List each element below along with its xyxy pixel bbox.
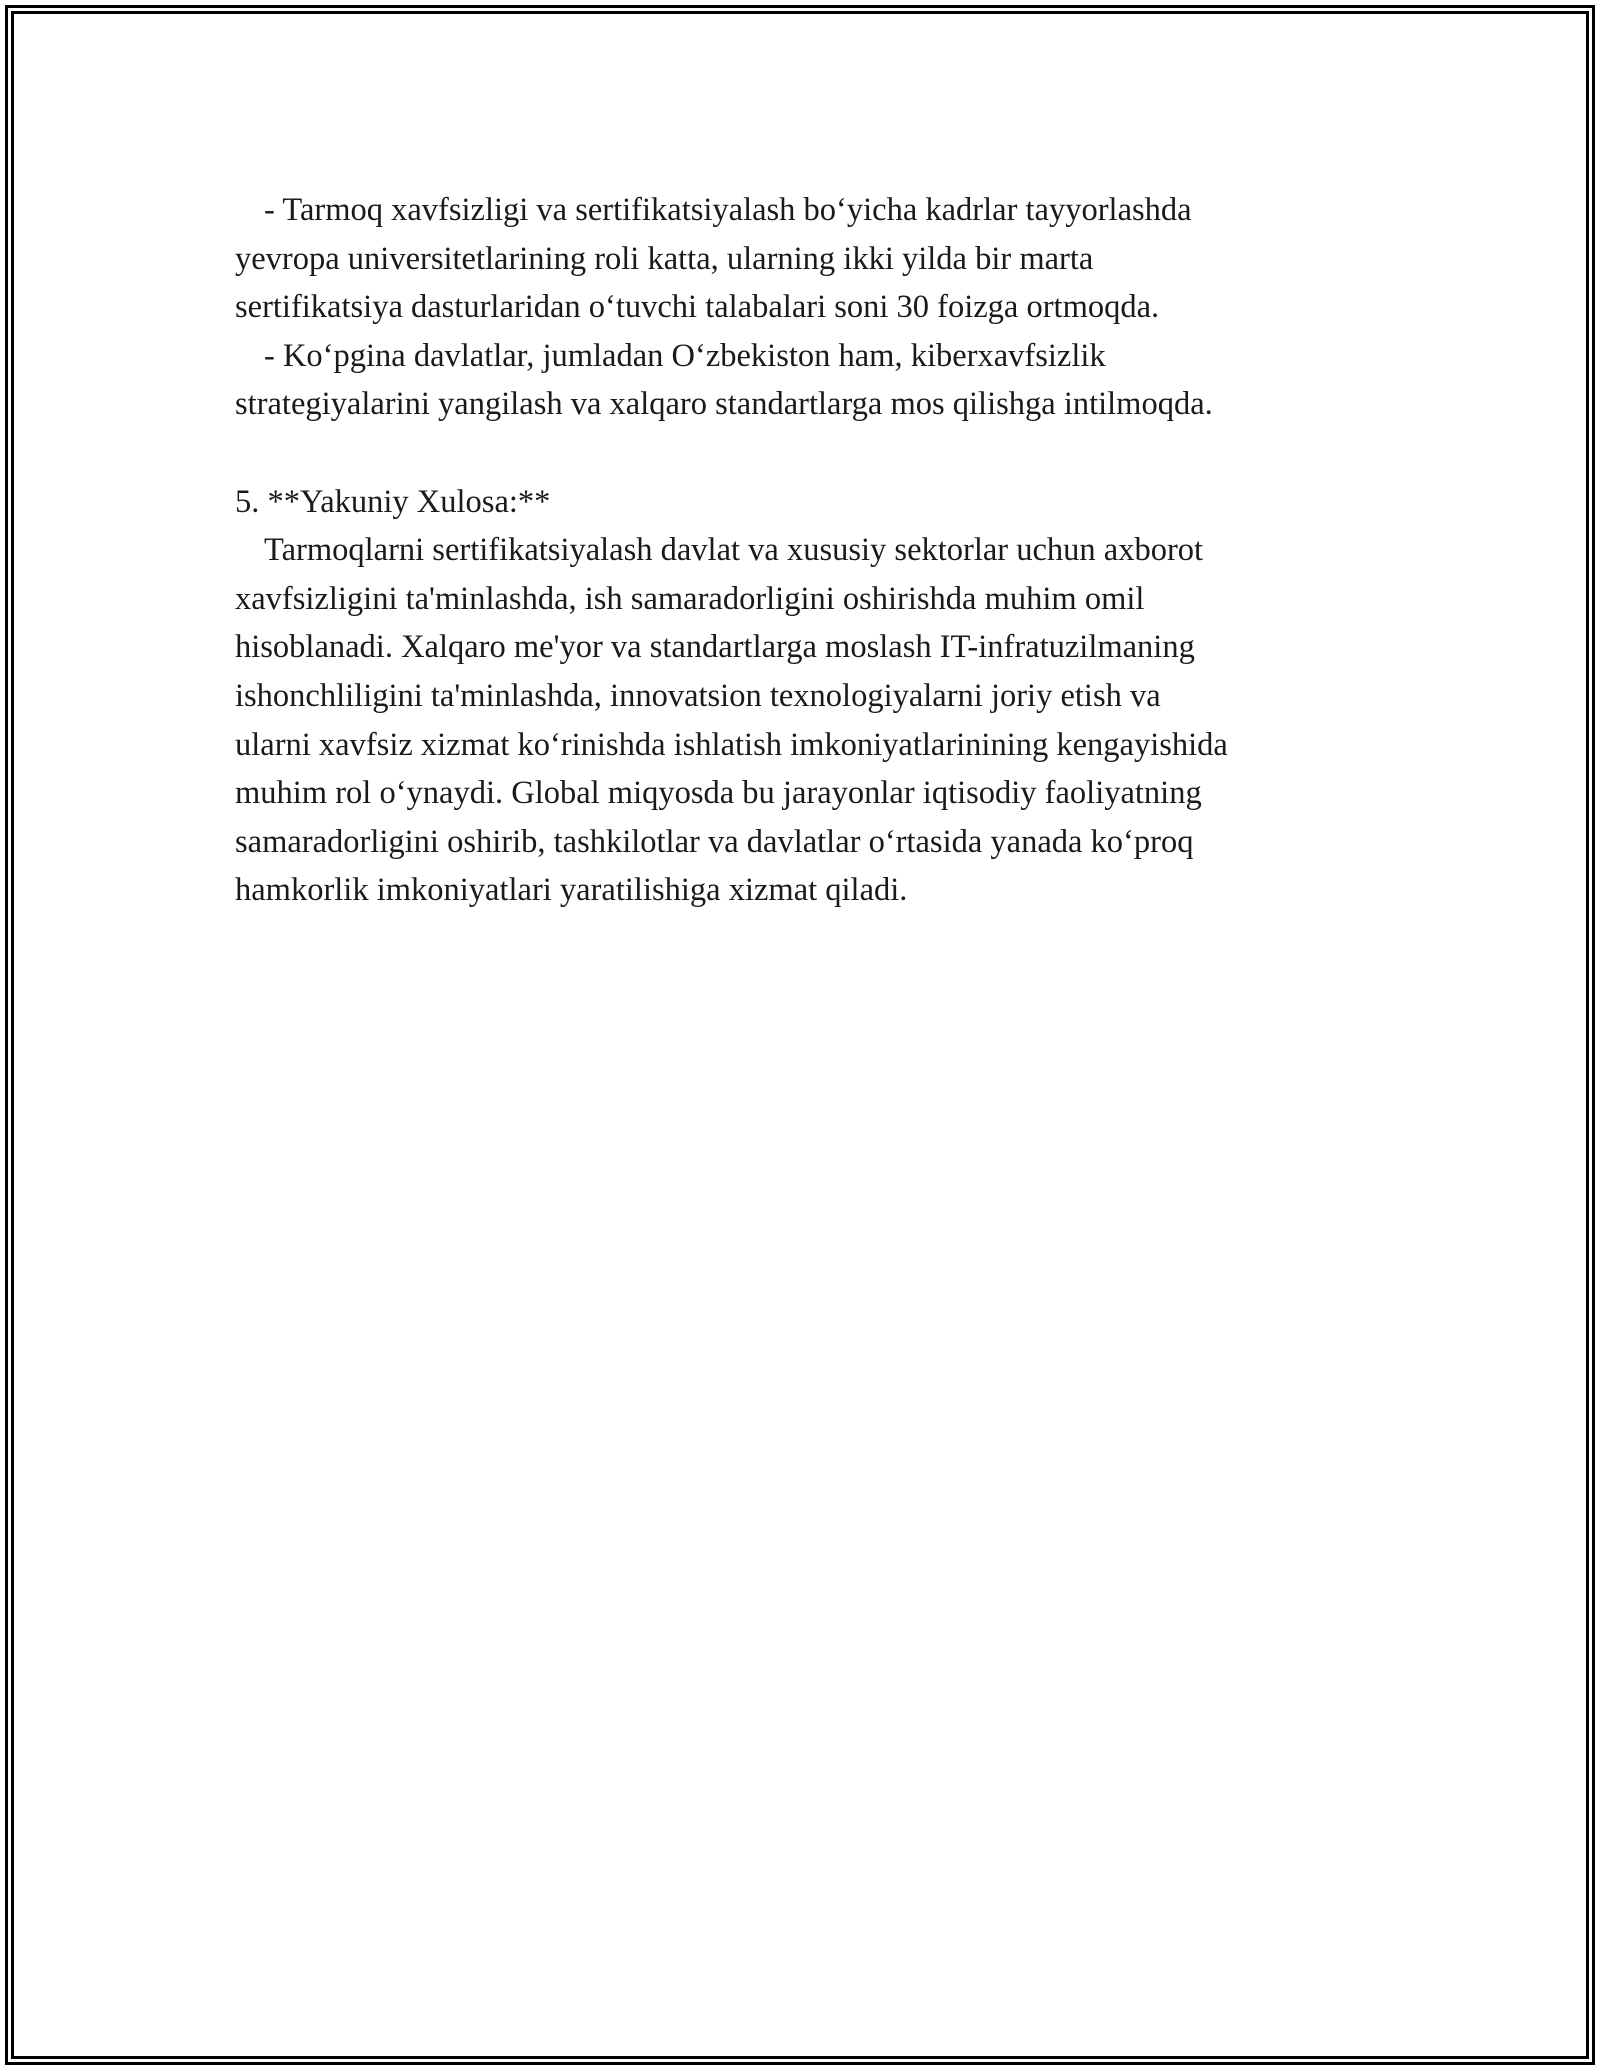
paragraph-line: samaradorligini oshirib, tashkilotlar va davlatlar o‘rtasida yanada ko‘proq <box>235 823 1194 860</box>
paragraph-line: Tarmoqlarni sertifikatsiyalash davlat va xususiy sektorlar uchun axborot <box>264 532 1204 569</box>
paragraph-line: muhim rol o‘ynaydi. Global miqyosda bu jarayonlar iqtisodiy faoliyatning <box>235 775 1202 812</box>
blank-line <box>235 429 1395 478</box>
paragraph-line: hamkorlik imkoniyatlari yaratilishiga xizmat qiladi. <box>235 872 908 909</box>
bullet-line: yevropa universitetlarining roli katta, ularning ikki yilda bir marta <box>235 240 1094 277</box>
paragraph-line: hisoblanadi. Xalqaro me'yor va standartlarga moslash IT-infratuzilmaning <box>235 629 1195 666</box>
paragraph-line: xavfsizligini ta'minlashda, ish samaradorligini oshirishda muhim omil <box>235 580 1145 617</box>
section-heading: 5. **Yakuniy Xulosa:** <box>235 483 551 520</box>
conclusion-paragraph <box>235 526 1395 915</box>
bullet-line: sertifikatsiya dasturlaridan o‘tuvchi talabalari soni 30 foizga ortmoqda. <box>235 289 1160 326</box>
paragraph-line: ularni xavfsiz xizmat ko‘rinishda ishlatish imkoniyatlarinining kengayishida <box>235 726 1228 763</box>
bullet-line: strategiyalarini yangilash va xalqaro standartlarga mos qilishga intilmoqda. <box>235 386 1213 423</box>
bullet-universities <box>235 186 1395 332</box>
paragraph-line: ishonchliligini ta'minlashda, innovatsion texnologiyalarni joriy etish va <box>235 677 1161 714</box>
bullet-countries <box>235 332 1395 429</box>
bullet-line: - Ko‘pgina davlatlar, jumladan O‘zbekiston ham, kiberxavfsizlik <box>264 337 1106 374</box>
document-body <box>235 186 1395 915</box>
bullet-line: - Tarmoq xavfsizligi va sertifikatsiyalash bo‘yicha kadrlar tayyorlashda <box>264 192 1192 228</box>
